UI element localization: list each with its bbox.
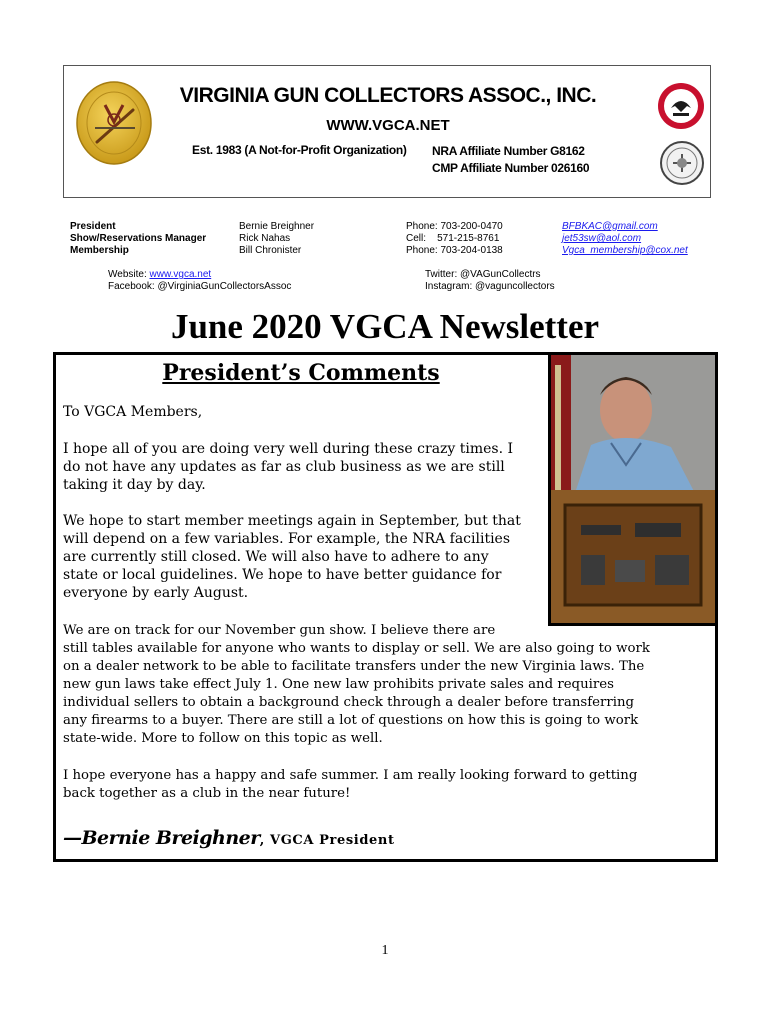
website-link[interactable]: www.vgca.net [149,269,212,280]
cmp-seal-icon [660,140,704,186]
paragraph-1 [63,440,513,494]
instagram-handle: Instagram: @vaguncollectors [425,281,555,292]
text-line: do not have any updates as far as club business as we are still [63,459,505,475]
officer-phone: Phone: 703-204-0138 [406,245,503,256]
paragraph-2 [63,512,521,602]
org-title: VIRGINIA GUN COLLECTORS ASSOC., INC. [179,84,597,107]
newsletter-title: June 2020 VGCA Newsletter [170,307,600,346]
signature-name: Bernie Breighner [81,827,260,849]
cmp-affiliate: CMP Affiliate Number 026160 [432,161,590,175]
signature [63,827,395,849]
officer-emails [562,221,688,257]
signature-title: , VGCA President [259,833,395,848]
president-photo [548,352,718,626]
established-note: Est. 1983 (A Not-for-Profit Organization) [192,143,407,157]
page-number: 1 [381,943,389,958]
officer-role: President [70,221,116,232]
signature-dash: — [63,827,82,849]
facebook-handle: Facebook: @VirginiaGunCollectorsAssoc [108,281,292,292]
text-line: state or local guidelines. We hope to have better guidance for [63,567,502,583]
text-line: new gun laws take effect July 1. One new law prohibits private sales and requires [63,677,614,692]
text-line: will depend on a few variables. For example, the NRA facilities [63,531,511,547]
text-line: We hope to start member meetings again in September, but that [63,513,521,529]
text-line: state-wide. More to follow on this topic as well. [63,731,383,746]
article-heading: President’s Comments [162,360,440,386]
text-line: any firearms to a buyer. There are still a lot of questions on how this is going to work [63,713,639,728]
text-line: are currently still closed. We will also have to adhere to any [63,549,489,565]
officer-email-link[interactable]: jet53sw@aol.com [562,233,642,244]
text-line: I hope all of you are doing very well during these crazy times. I [63,441,514,457]
text-line: still tables available for anyone who wants to display or sell. We are also going to work [63,641,650,656]
website-label: Website: [108,269,150,280]
salutation: To VGCA Members, [63,404,203,420]
vgca-logo [75,80,153,166]
officer-names [239,221,314,257]
nra-seal-icon [657,82,705,130]
officer-name: Rick Nahas [239,233,291,244]
website-line [108,269,291,281]
social-right [425,269,555,293]
text-line: I hope everyone has a happy and safe summer. I am really looking forward to getting [63,768,638,783]
paragraph-3 [63,622,650,748]
nra-affiliate: NRA Affiliate Number G8162 [432,144,585,158]
officer-name: Bernie Breighner [239,221,315,232]
text-line: on a dealer network to be able to facilitate transfers under the new Virginia laws. The [63,659,645,674]
affiliate-numbers [432,143,589,177]
officer-roles [70,221,206,257]
text-line: everyone by early August. [63,585,249,601]
org-website[interactable]: WWW.VGCA.NET [326,117,450,134]
officer-name: Bill Chronister [239,245,302,256]
officer-phone: Phone: 703-200-0470 [406,221,503,232]
officer-role: Show/Reservations Manager [70,233,207,244]
text-line: taking it day by day. [63,477,206,493]
paragraph-4 [63,767,637,803]
officer-role: Membership [70,245,129,256]
text-line: individual sellers to obtain a background check through a dealer before transferring [63,695,635,710]
social-left [108,269,291,293]
text-line: We are on track for our November gun show. I believe there are [63,623,496,638]
officer-email-link[interactable]: Vgca_membership@cox.net [562,245,688,256]
twitter-handle: Twitter: @VAGunCollectrs [425,269,541,280]
officer-phones [406,221,503,257]
officer-phone: Cell: 571-215-8761 [406,233,500,244]
officer-email-link[interactable]: BFBKAC@gmail.com [562,221,658,232]
text-line: back together as a club in the near future! [63,786,351,801]
